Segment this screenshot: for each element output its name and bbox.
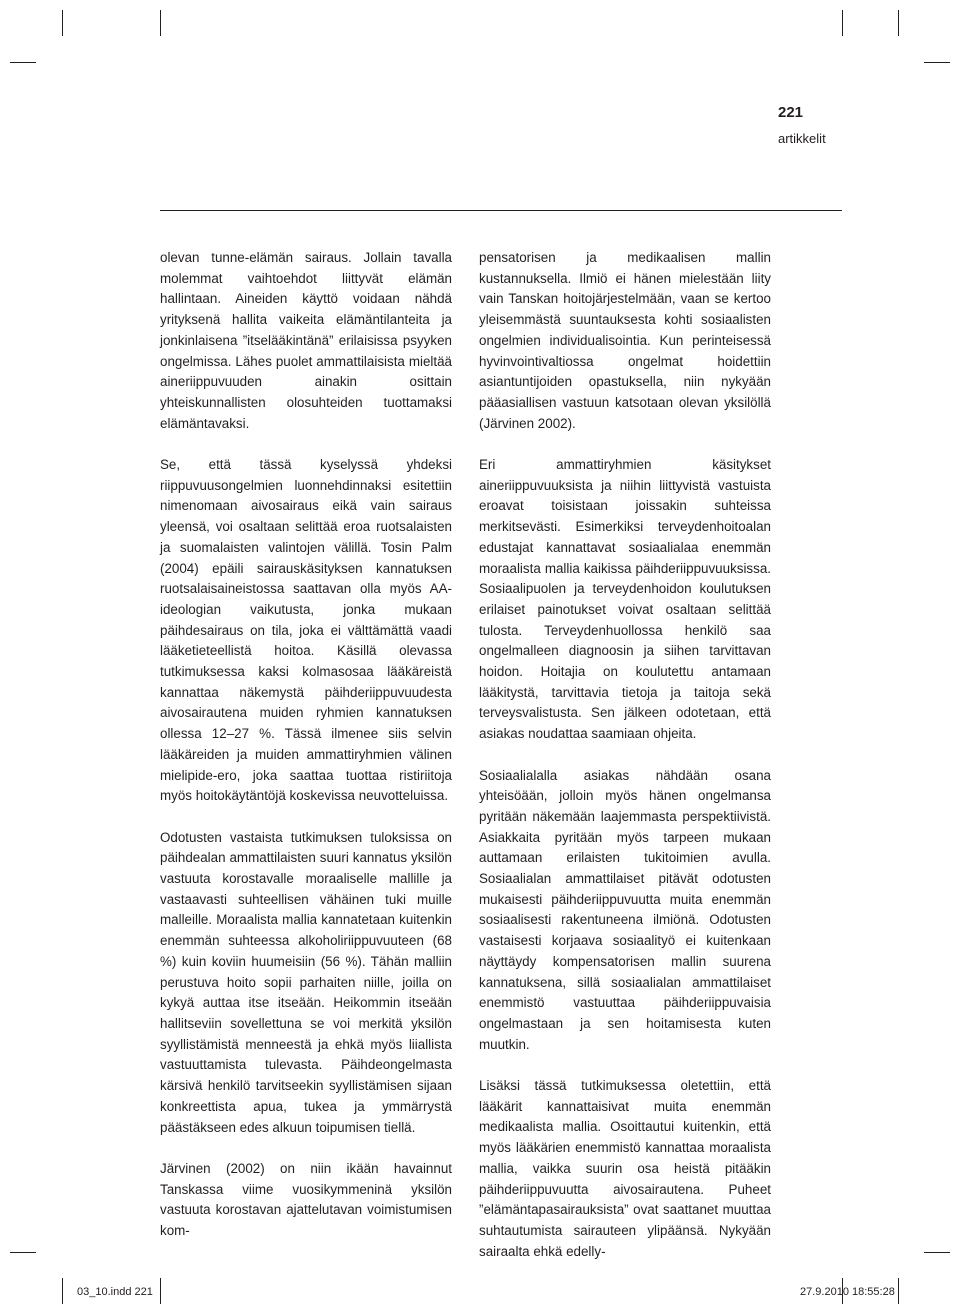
- crop-mark: [924, 1252, 950, 1253]
- crop-mark: [898, 10, 899, 36]
- crop-mark: [924, 62, 950, 63]
- crop-mark: [10, 1252, 36, 1253]
- crop-mark: [160, 1278, 161, 1304]
- right-text-column: [479, 248, 771, 1283]
- crop-mark: [160, 10, 161, 36]
- crop-mark: [62, 10, 63, 36]
- paragraph: Eri ammattiryhmien käsitykset aineriippuvuuksista ja niihin liittyvistä vastuista eroavat toisistaan joissakin suhteissa merkitsevästi. Esimerkiksi terveydenhoitoalan edustajat kannattavat sosiaalialaa enemmän moraalista mallia kaikissa päihderiippuvuuksissa. Sosiaalipuolen ja terveydenhoidon koulutuksen erilaiset painotukset voivat osaltaan selittää tulosta. Terveydenhuollossa henkilö saa ongelmalleen diagnoosin ja siihen tarvittavan hoidon. Hoitajia on koulutettu antamaan lääkitystä, tarvittavia tietoja ja taitoja sekä terveysvalistusta. Sen jälkeen odotetaan, että asiakas noudattaa saamiaan ohjeita.: [479, 457, 771, 742]
- crop-mark: [842, 10, 843, 36]
- paragraph: pensatorisen ja medikaalisen mallin kustannuksella. Ilmiö ei hänen mielestään liity vain Tanskan hoitojärjestelmään, vaan se kertoo yleisemmästä suuntauksesta kohti sosiaalisten ongelmien individualisointia. Kun perinteisessä hyvinvointivaltiossa ongelmat hoidettiin asiantuntijoiden opastuksella, niin nykyään pääasiallisen vastuun katsotaan olevan yksilöllä (Järvinen 2002).: [479, 250, 771, 431]
- crop-mark: [898, 1278, 899, 1304]
- paragraph: Se, että tässä kyselyssä yhdeksi riippuvuusongelmien luonnehdinnaksi esitettiin nimenomaan aivosairaus eikä vain sairaus yleensä, voi osaltaan selittää eroa ruotsalaisten ja suomalaisten valintojen välillä. Tosin Palm (2004) epäili sairauskäsityksen kannatuksen ruotsalaisaineistossa saattavan olla myös AA-ideologian vaikutusta, jonka mukaan päihdesairaus on tila, joka ei välttämättä vaadi lääketieteellistä hoitoa. Käsillä olevassa tutkimuksessa kaksi kolmasosaa lääkäreistä kannattaa näkemystä päihderiippuvuudesta aivosairautena muiden ryhmien kannatuksen ollessa 12–27 %. Tässä ilmenee siis selvin lääkäreiden ja muiden ammattiryhmien välinen mielipide-ero, joka saattaa tuottaa ristiriitoja myös hoitokäytäntöjä koskevissa neuvotteluissa.: [160, 457, 452, 804]
- slug-timestamp: 27.9.2010 18:55:28: [800, 1286, 895, 1298]
- header-rule: [160, 210, 842, 211]
- paragraph: Lisäksi tässä tutkimuksessa oletettiin, että lääkärit kannattaisivat muita enemmän medikaalista mallia. Osoittautui kuitenkin, että myös lääkärien enemmistö kannattaa moraalista mallia, vaikka suurin osa heistä pitääkin päihderiippuvuutta aivosairautena. Puheet ”elämäntapasairauksista” ovat saattanet muuttaa suhtautumista sairauteen ylipäänsä. Nykyään sairaalta ehkä edelly-: [479, 1078, 771, 1259]
- crop-mark: [10, 62, 36, 63]
- paragraph: Sosiaalialalla asiakas nähdään osana yhteisöään, jolloin myös hänen ongelmansa pyritään näkemään laajemmasta perspektiivistä. Asiakkaita pyritään myös tarpeen mukaan auttamaan erilaisten tukitoimien avulla. Sosiaalialan ammattilaiset pitävät odotusten mukaisesti päihderiippuvuutta muita enemmän sosiaalisesti rakentuneena ilmiönä. Odotusten vastaisesti korjaava sosiaalityö ei kuitenkaan näyttäydy kompensatorisen mallin suurena kannatuksena, sillä sosiaalialan ammattilaiset enemmistö vastuuttaa päihderiippuvaisia ongelmastaan ja sen hoitamisesta kuten muutkin.: [479, 767, 771, 1052]
- paragraph: Järvinen (2002) on niin ikään havainnut Tanskassa viime vuosikymmeninä yksilön vastuuta korostavan ajattelutavan voimistumisen kom-: [160, 1160, 452, 1238]
- page-number: 221: [778, 104, 804, 121]
- crop-mark: [62, 1278, 63, 1304]
- paragraph: Odotusten vastaista tutkimuksen tuloksissa on päihdealan ammattilaisten suuri kannatus yksilön vastuuta korostavalle moraaliselle mallille ja vastaavasti suhteellisen vähäinen tuki muille malleille. Moraalista mallia kannatetaan kuitenkin enemmän suhteessa alkoholiriippuvuuteen (68 %) kuin koviin huumeisiin (56 %). Tähän malliin perustuva hoito sopii parhaiten niille, joilla on kykyä auttaa itse itseään. Heikommin itseään hallitseviin sovellettuna se voi merkitä yksilön syyllistämistä menneestä ja ehkä myös liiallista vastuuttamista tulevasta. Päihdeongelmasta kärsivä henkilö tarvitseekin syyllistämisen sijaan konkreettista apua, tukea ja ymmärrystä päästäkseen edes alkuun toipumisen tiellä.: [160, 829, 452, 1135]
- paragraph: olevan tunne-elämän sairaus. Jollain tavalla molemmat vaihtoehdot liittyvät elämän hallintaan. Aineiden käyttö voidaan nähdä yrityksenä hallita vaikeita elämäntilanteita ja jonkinlaisena ”itselääkintänä” erilaisissa psyyken ongelmissa. Lähes puolet ammattilaisista mieltää aineriippuvuuden ainakin osittain yhteiskunnallisten olosuhteiden tuottamaksi elämäntavaksi.: [160, 250, 452, 431]
- slug-filename: 03_10.indd 221: [77, 1286, 153, 1298]
- section-label: artikkelit: [778, 131, 826, 146]
- running-header: [778, 103, 842, 149]
- left-text-column: [160, 248, 452, 1262]
